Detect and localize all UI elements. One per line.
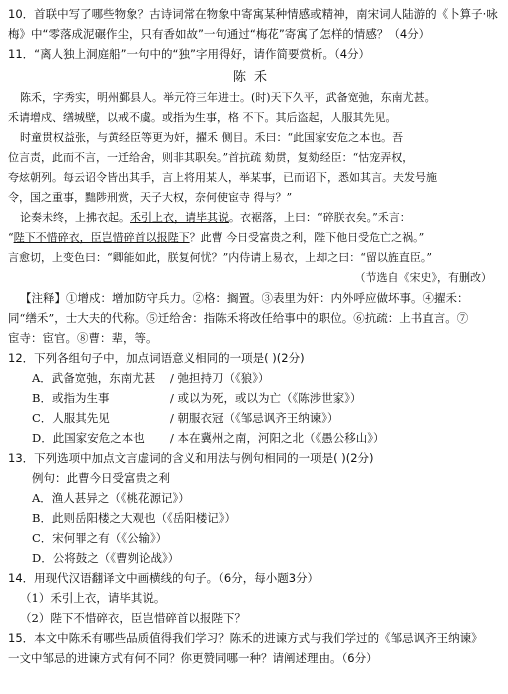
annotations [8, 288, 500, 348]
passage-line: 位言责，此而不言，一迁给舍，则非其职矣。”首抗疏 劾贯，复劾经臣：“怙宠弄权， [8, 151, 414, 164]
option-left: D．此国家安危之本也 [32, 431, 145, 445]
passage-line: 令，国之重事，黜陟刑赏，天子大权，奈何使宦寺 得与？” [8, 191, 293, 204]
passage-line: 言愈切，上变色曰：“卿能如此，朕复何忧？”内侍请上易衣，上却之曰：“留以旌直臣。” [8, 251, 432, 264]
passage-line: 陈禾，字秀实，明州鄞县人。举元符三年进士。(时)天下久平，武备宽弛，东南尤甚。 [20, 91, 436, 104]
question-11: 11．“离人独上洞庭船”一句中的“独”字用得好，请作简要赏析。（4分） [8, 47, 371, 61]
question-13-example: 例句：此曹今日受富贵之利 [32, 471, 170, 485]
passage-text: “ [8, 231, 14, 244]
question-10-line-1: 10．首联中写了哪些物象？古诗词常在物象中寄寓某种情感或精神，南宋词人陆游的《卜算子·咏 [8, 7, 498, 21]
passage-text: 。衣裾落，上曰：“碎朕衣矣。”禾言： [229, 211, 411, 224]
passage-line: 禾请增戍、缮城壁，以戒不虞。或指为生事，格 不下。其后盗起，人服其先见。 [8, 111, 397, 124]
question-12-option [8, 428, 500, 448]
passage-line: 时童贯权益张，与黄经臣等更为奸，擢禾 侧目。禾曰：“此国家安危之本也。吾 [20, 131, 404, 144]
question-12-stem: 12．下列各组句子中，加点词语意义相同的一项是( )(2分) [8, 351, 305, 365]
question-15-line-2: 一文中邹忌的进谏方式有何不同？你更赞同哪一种？请阐述理由。（6分） [8, 651, 378, 665]
option-left: C．人服其先见 [32, 411, 110, 425]
passage-source: （节选自《宋史》，有删改） [354, 271, 492, 284]
annotation-line: 【注释】①增戍：增加防守兵力。②格：搁置。③表里为奸：内外呼应做坏事。④擢禾： [20, 291, 469, 305]
question-15-line-1: 15．本文中陈禾有哪些品质值得我们学习？陈禾的进谏方式与我们学过的《邹忌讽齐王纳谏》 [8, 631, 483, 645]
question-14-stem: 14．用现代汉语翻译文中画横线的句子。（6分，每小题3分） [8, 571, 320, 585]
option-right: / 弛担持刀（《狼》） [170, 371, 270, 385]
passage-title: 陈禾 [232, 70, 275, 85]
annotation-line: 宦寺：宦官。⑧曹：辈，等。 [8, 331, 158, 345]
option-right: / 或以为死，或以为亡（《陈涉世家》） [170, 391, 362, 405]
question-13-option: B．此则岳阳楼之大观也（《岳阳楼记》） [32, 511, 236, 525]
question-13-option: A．渔人甚异之（《桃花源记》） [32, 491, 190, 505]
question-12-option [8, 408, 500, 428]
option-left: B．或指为生事 [32, 391, 110, 405]
question-14-item: （1）禾引上衣，请毕其说。 [20, 591, 166, 605]
underlined-sentence-2: 陛下不惜碎衣，臣岂惜碎首以报陛下 [13, 231, 190, 244]
question-10-line-2: 梅》中“零落成泥碾作尘，只有香如故”一句通过“梅花”寄寓了怎样的情感？（4分） [8, 27, 431, 41]
question-12-option [8, 368, 500, 388]
passage-line [8, 228, 500, 248]
underlined-sentence-1: 禾引上衣，请毕其说 [130, 211, 229, 224]
question-13-option: D．公将鼓之（《曹刿论战》） [32, 551, 180, 565]
question-13-option: C．宋何罪之有（《公输》） [32, 531, 168, 545]
option-right: / 朝服衣冠（《邹忌讽齐王纳谏》） [170, 411, 339, 425]
passage-body [8, 88, 500, 288]
annotation-line: 同“缮禾”，士大夫的代称。⑤迁给舍：指陈禾将改任给事中的职位。⑥抗疏：上书直言。⑦ [8, 311, 469, 325]
question-13-stem: 13．下列选项中加点文言虚词的含义和用法与例句相同的一项是( )(2分) [8, 451, 374, 465]
option-right: / 本在冀州之南，河阳之北（《愚公移山》） [170, 431, 385, 445]
option-left: A．武备宽弛，东南尤甚 [32, 371, 156, 385]
question-14-item: （2）陛下不惜碎衣，臣岂惜碎首以报陛下？ [20, 611, 246, 625]
question-12-option [8, 388, 500, 408]
passage-line [8, 208, 500, 228]
passage-text: ？此曹 今日受富贵之利，陛下他日受危亡之祸。” [189, 231, 425, 244]
passage-text: 论奏未终，上拂衣起。 [20, 211, 130, 224]
passage-line: 夸炫朝列。每云诏令皆出其手，言上将用某人，举某事，已而诏下，悉如其言。夫发号施 [8, 171, 437, 184]
